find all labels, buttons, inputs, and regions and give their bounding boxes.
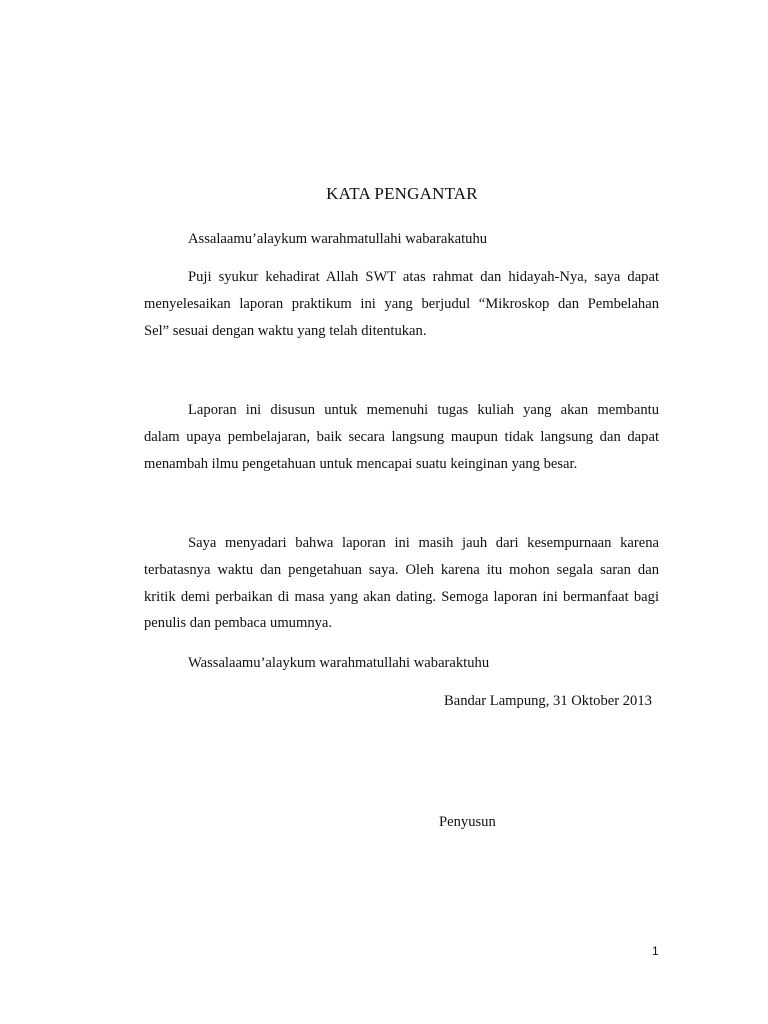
paragraph-3-line-4: penulis dan pembaca umumnya. <box>144 615 333 631</box>
author-signature-label: Penyusun <box>439 814 496 830</box>
paragraph-3-line-3: kritik demi perbaikan di masa yang akan dating. Semoga laporan ini bermanfaat bagi <box>144 589 659 605</box>
paragraph-3-line-2: terbatasnya waktu dan pengetahuan saya. Oleh karena itu mohon segala saran dan <box>144 562 659 578</box>
paragraph-2-line-1: Laporan ini disusun untuk memenuhi tugas kuliah yang akan membantu <box>188 402 659 418</box>
paragraph-1-line-1: Puji syukur kehadirat Allah SWT atas rahmat dan hidayah-Nya, saya dapat <box>188 269 659 285</box>
paragraph-3-line-1: Saya menyadari bahwa laporan ini masih jauh dari kesempurnaan karena <box>188 535 659 551</box>
paragraph-2-line-3: menambah ilmu pengetahuan untuk mencapai suatu keinginan yang besar. <box>144 456 578 472</box>
paragraph-2-line-2: dalam upaya pembelajaran, baik secara langsung maupun tidak langsung dan dapat <box>144 429 659 445</box>
page-title: KATA PENGANTAR <box>326 184 478 203</box>
place-and-date: Bandar Lampung, 31 Oktober 2013 <box>444 693 652 709</box>
opening-greeting: Assalaamu’alaykum warahmatullahi wabarakatuhu <box>188 231 488 247</box>
page-number: 1 <box>652 944 659 958</box>
paragraph-1-line-2: menyelesaikan laporan praktikum ini yang berjudul “Mikroskop dan Pembelahan <box>144 296 659 312</box>
paragraph-1-line-3: Sel” sesuai dengan waktu yang telah ditentukan. <box>144 323 427 339</box>
closing-greeting: Wassalaamu’alaykum warahmatullahi wabaraktuhu <box>188 655 490 671</box>
